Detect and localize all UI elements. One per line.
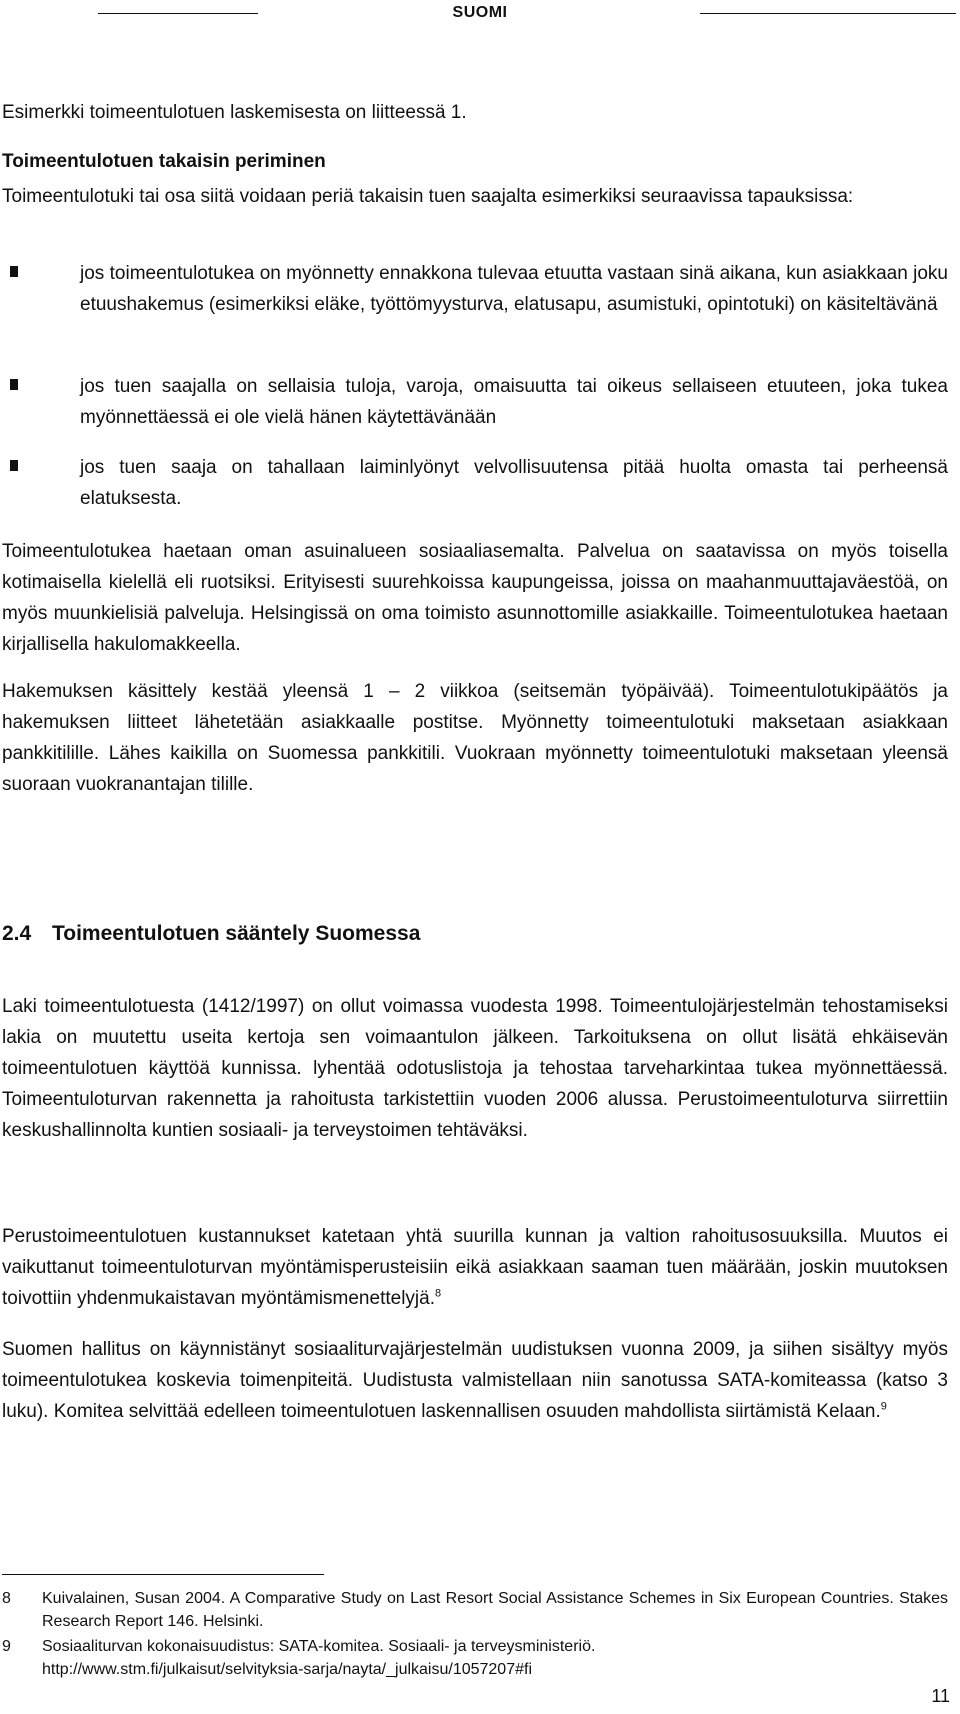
bullet-icon	[10, 379, 18, 390]
list-item-text: jos tuen saajalla on sellaisia tuloja, varoja, omaisuutta tai oikeus sellaiseen etuuteen, joka tukea myönnettäessä ei ole vielä hänen käytettävänään	[80, 376, 948, 428]
section-number: 2.4	[2, 922, 32, 945]
footnote-separator	[2, 1574, 324, 1575]
footnote-9	[2, 1635, 948, 1681]
footnote-url-link[interactable]: http://www.stm.fi/julkaisut/selvityksia-sarja/nayta/_julkaisu/1057207#fi	[42, 1661, 532, 1678]
cost-paragraph	[2, 1221, 948, 1314]
header-rule-right	[700, 13, 956, 14]
footnote-text: Sosiaaliturvan kokonaisuudistus: SATA-komitea. Sosiaali- ja terveysministeriö.	[42, 1638, 596, 1655]
processing-paragraph: Hakemuksen käsittely kestää yleensä 1 – 2 viikkoa (seitsemän työpäivää). Toimeentulotukipäätös ja hakemuksen liitteet lähetetään asiakkaalle postitse. Myönnetty toimeentulotuki maksetaan asiakkaan pankkitilille. Lähes kaikilla on Suomessa pankkitili. Vuokraan myönnetty toimeentulotuki maksetaan yleensä suoraan vuokranantajan tilille.	[2, 681, 948, 795]
section-heading	[2, 922, 420, 946]
list-item	[2, 371, 948, 433]
law-paragraph: Laki toimeentulotuesta (1412/1997) on ollut voimassa vuodesta 1998. Toimeentulojärjestelmän tehostamiseksi lakia on muutettu useita kertoja sen voimaantulon jälkeen. Tarkoituksena on ollut lisätä ehkäisevän toimeentulotuen käyttöä kunnissa. lyhentää odotuslistoja ja tehostaa tarveharkintaa tukea myönnettäessä. Toimeentuloturvan rakennetta ja rahoitusta tarkistettiin vuoden 2006 alussa. Perustoimeentuloturva siirrettiin keskushallinnolta kuntien sosiaali- ja terveystoimen tehtäväksi.	[2, 996, 948, 1141]
list-item-text: jos tuen saaja on tahallaan laiminlyönyt velvollisuutensa pitää huolta omasta tai perheensä elatuksesta.	[80, 457, 948, 509]
header-title: SUOMI	[452, 4, 508, 21]
footnote-text: Kuivalainen, Susan 2004. A Comparative Study on Last Resort Social Assistance Schemes in Six European Countries. Stakes Research Report 146. Helsinki.	[42, 1590, 948, 1630]
list-item-text: jos toimeentulotukea on myönnetty ennakkona tulevaa etuutta vastaan sinä aikana, kun asiakkaan joku etuushakemus (esimerkiksi eläke, työttömyysturva, elatusapu, asumistuki, opintotuki) on käsiteltävänä	[80, 263, 948, 315]
cost-text: Perustoimeentulotuen kustannukset katetaan yhtä suurilla kunnan ja valtion rahoitusosuuksilla. Muutos ei vaikuttanut toimeentuloturvan myöntämisperusteisiin eikä asiakkaan saaman tuen määrään, joskin muutoksen toivottiin yhdenmukaistavan myöntämismenettelyjä.	[2, 1226, 948, 1309]
list-item	[2, 452, 948, 514]
list-item	[2, 258, 948, 320]
intro-paragraph: Esimerkki toimeentulotuen laskemisesta on liitteessä 1.	[2, 102, 467, 123]
recovery-heading: Toimeentulotuen takaisin periminen	[2, 151, 326, 172]
footnote-number: 8	[2, 1590, 11, 1607]
footnote-ref-8[interactable]: 8	[434, 1287, 442, 1300]
footnote-8	[2, 1587, 948, 1633]
footnote-number: 9	[2, 1638, 11, 1655]
section-title: Toimeentulotuen sääntely Suomessa	[52, 922, 421, 945]
bullet-icon	[10, 460, 18, 471]
reform-text: Suomen hallitus on käynnistänyt sosiaaliturvajärjestelmän uudistuksen vuonna 2009, ja siihen sisältyy myös toimeentulotukea koskevia toimenpiteitä. Uudistusta valmistellaan niin sanotussa SATA-komiteassa (katso 3 luku). Komitea selvittää edelleen toimeentulotuen laskennallisen osuuden mahdollista siirtämistä Kelaan.	[2, 1339, 948, 1422]
recovery-lead: Toimeentulotuki tai osa siitä voidaan periä takaisin tuen saajalta esimerkiksi seuraavissa tapauksissa:	[2, 186, 854, 207]
bullet-icon	[10, 266, 18, 277]
apply-paragraph: Toimeentulotukea haetaan oman asuinalueen sosiaaliasemalta. Palvelua on saatavissa on myös toisella kotimaisella kielellä eli ruotsiksi. Erityisesti suurehkoissa kaupungeissa, joissa on maahanmuuttajaväestöä, on myös muunkielisiä palveluja. Helsingissä on oma toimisto asunnottomille asiakkaille. Toimeentulotukea haetaan kirjallisella hakulomakkeella.	[2, 541, 948, 655]
footnote-ref-9[interactable]: 9	[880, 1400, 887, 1413]
page-number: 11	[931, 1686, 950, 1706]
reform-paragraph	[2, 1334, 948, 1427]
